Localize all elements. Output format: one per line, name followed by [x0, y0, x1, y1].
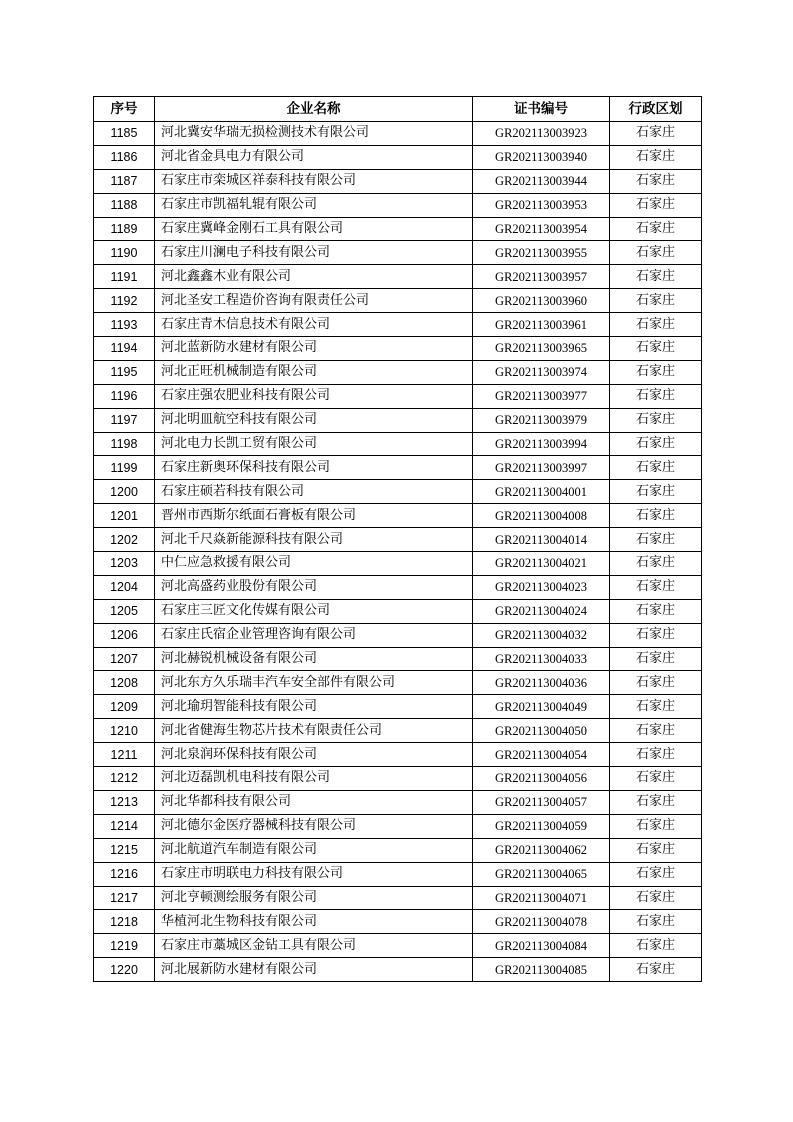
header-serial-number: 序号 [94, 97, 155, 122]
cell-administrative-region: 石家庄 [610, 528, 702, 552]
cell-administrative-region: 石家庄 [610, 169, 702, 193]
cell-administrative-region: 石家庄 [610, 217, 702, 241]
cell-administrative-region: 石家庄 [610, 910, 702, 934]
table-row [94, 910, 702, 934]
cell-certificate-number: GR202113003960 [473, 289, 610, 313]
cell-certificate-number: GR202113003994 [473, 432, 610, 456]
cell-serial-number: 1201 [94, 504, 155, 528]
cell-administrative-region: 石家庄 [610, 886, 702, 910]
enterprise-table [93, 96, 702, 982]
cell-administrative-region: 石家庄 [610, 647, 702, 671]
cell-serial-number: 1187 [94, 169, 155, 193]
cell-serial-number: 1216 [94, 862, 155, 886]
cell-administrative-region: 石家庄 [610, 337, 702, 361]
cell-administrative-region: 石家庄 [610, 695, 702, 719]
cell-certificate-number: GR202113003954 [473, 217, 610, 241]
cell-administrative-region: 石家庄 [610, 743, 702, 767]
cell-enterprise-name: 河北泉润环保科技有限公司 [155, 743, 473, 767]
cell-enterprise-name: 中仁应急救援有限公司 [155, 552, 473, 576]
cell-enterprise-name: 河北东方久乐瑞丰汽车安全部件有限公司 [155, 671, 473, 695]
header-certificate-number: 证书编号 [473, 97, 610, 122]
cell-serial-number: 1199 [94, 456, 155, 480]
cell-serial-number: 1215 [94, 838, 155, 862]
cell-administrative-region: 石家庄 [610, 814, 702, 838]
cell-certificate-number: GR202113004057 [473, 790, 610, 814]
table-row [94, 480, 702, 504]
cell-serial-number: 1188 [94, 193, 155, 217]
cell-enterprise-name: 河北瑜玥智能科技有限公司 [155, 695, 473, 719]
cell-enterprise-name: 石家庄强农肥业科技有限公司 [155, 384, 473, 408]
cell-certificate-number: GR202113003923 [473, 122, 610, 146]
table-row [94, 743, 702, 767]
cell-administrative-region: 石家庄 [610, 193, 702, 217]
cell-serial-number: 1190 [94, 241, 155, 265]
cell-enterprise-name: 石家庄三匠文化传媒有限公司 [155, 599, 473, 623]
cell-certificate-number: GR202113004024 [473, 599, 610, 623]
cell-enterprise-name: 石家庄市栾城区祥泰科技有限公司 [155, 169, 473, 193]
cell-administrative-region: 石家庄 [610, 623, 702, 647]
cell-serial-number: 1206 [94, 623, 155, 647]
cell-certificate-number: GR202113003974 [473, 360, 610, 384]
cell-enterprise-name: 华植河北生物科技有限公司 [155, 910, 473, 934]
cell-administrative-region: 石家庄 [610, 384, 702, 408]
cell-serial-number: 1198 [94, 432, 155, 456]
cell-certificate-number: GR202113003979 [473, 408, 610, 432]
table-row [94, 337, 702, 361]
cell-serial-number: 1191 [94, 265, 155, 289]
table-row [94, 241, 702, 265]
cell-serial-number: 1189 [94, 217, 155, 241]
cell-certificate-number: GR202113003944 [473, 169, 610, 193]
table-row [94, 647, 702, 671]
table-row [94, 958, 702, 982]
cell-enterprise-name: 河北省金具电力有限公司 [155, 145, 473, 169]
cell-enterprise-name: 河北省健海生物芯片技术有限责任公司 [155, 719, 473, 743]
cell-enterprise-name: 河北德尔金医疗器械科技有限公司 [155, 814, 473, 838]
cell-certificate-number: GR202113003961 [473, 313, 610, 337]
cell-certificate-number: GR202113004071 [473, 886, 610, 910]
cell-administrative-region: 石家庄 [610, 289, 702, 313]
cell-administrative-region: 石家庄 [610, 360, 702, 384]
cell-serial-number: 1212 [94, 767, 155, 791]
cell-certificate-number: GR202113004021 [473, 552, 610, 576]
cell-enterprise-name: 河北正旺机械制造有限公司 [155, 360, 473, 384]
cell-enterprise-name: 河北迈磊凯机电科技有限公司 [155, 767, 473, 791]
cell-serial-number: 1185 [94, 122, 155, 146]
cell-serial-number: 1196 [94, 384, 155, 408]
table-row [94, 193, 702, 217]
cell-administrative-region: 石家庄 [610, 790, 702, 814]
cell-administrative-region: 石家庄 [610, 958, 702, 982]
table-row [94, 432, 702, 456]
cell-serial-number: 1220 [94, 958, 155, 982]
table-row [94, 145, 702, 169]
cell-enterprise-name: 晋州市西斯尔纸面石膏板有限公司 [155, 504, 473, 528]
cell-serial-number: 1192 [94, 289, 155, 313]
cell-serial-number: 1203 [94, 552, 155, 576]
cell-certificate-number: GR202113003940 [473, 145, 610, 169]
cell-administrative-region: 石家庄 [610, 408, 702, 432]
cell-serial-number: 1219 [94, 934, 155, 958]
cell-administrative-region: 石家庄 [610, 265, 702, 289]
cell-administrative-region: 石家庄 [610, 552, 702, 576]
cell-serial-number: 1209 [94, 695, 155, 719]
cell-serial-number: 1213 [94, 790, 155, 814]
cell-certificate-number: GR202113004032 [473, 623, 610, 647]
cell-administrative-region: 石家庄 [610, 934, 702, 958]
table-row [94, 575, 702, 599]
table-row [94, 289, 702, 313]
cell-administrative-region: 石家庄 [610, 862, 702, 886]
table-row [94, 384, 702, 408]
table-row [94, 719, 702, 743]
cell-administrative-region: 石家庄 [610, 241, 702, 265]
cell-enterprise-name: 石家庄市藁城区金钻工具有限公司 [155, 934, 473, 958]
cell-serial-number: 1208 [94, 671, 155, 695]
cell-certificate-number: GR202113004033 [473, 647, 610, 671]
table-row [94, 360, 702, 384]
cell-certificate-number: GR202113004014 [473, 528, 610, 552]
table-row [94, 265, 702, 289]
cell-serial-number: 1217 [94, 886, 155, 910]
cell-enterprise-name: 河北千尺焱新能源科技有限公司 [155, 528, 473, 552]
table-row [94, 408, 702, 432]
table-row [94, 886, 702, 910]
cell-certificate-number: GR202113003957 [473, 265, 610, 289]
cell-certificate-number: GR202113004085 [473, 958, 610, 982]
cell-enterprise-name: 石家庄市明联电力科技有限公司 [155, 862, 473, 886]
cell-certificate-number: GR202113003977 [473, 384, 610, 408]
table-row [94, 528, 702, 552]
table-row [94, 217, 702, 241]
cell-administrative-region: 石家庄 [610, 767, 702, 791]
cell-enterprise-name: 河北华都科技有限公司 [155, 790, 473, 814]
table-row [94, 456, 702, 480]
table-row [94, 122, 702, 146]
cell-certificate-number: GR202113004023 [473, 575, 610, 599]
cell-certificate-number: GR202113004078 [473, 910, 610, 934]
table-row [94, 623, 702, 647]
cell-serial-number: 1204 [94, 575, 155, 599]
cell-administrative-region: 石家庄 [610, 480, 702, 504]
table-body [94, 122, 702, 982]
cell-serial-number: 1214 [94, 814, 155, 838]
cell-certificate-number: GR202113003965 [473, 337, 610, 361]
cell-certificate-number: GR202113004054 [473, 743, 610, 767]
cell-enterprise-name: 河北鑫鑫木业有限公司 [155, 265, 473, 289]
cell-enterprise-name: 石家庄青木信息技术有限公司 [155, 313, 473, 337]
table-row [94, 169, 702, 193]
cell-administrative-region: 石家庄 [610, 504, 702, 528]
table-header-row [94, 97, 702, 122]
cell-certificate-number: GR202113004036 [473, 671, 610, 695]
cell-enterprise-name: 石家庄市凯福轧辊有限公司 [155, 193, 473, 217]
cell-certificate-number: GR202113004084 [473, 934, 610, 958]
cell-enterprise-name: 河北电力长凯工贸有限公司 [155, 432, 473, 456]
cell-enterprise-name: 河北赫锐机械设备有限公司 [155, 647, 473, 671]
cell-administrative-region: 石家庄 [610, 456, 702, 480]
cell-enterprise-name: 河北明皿航空科技有限公司 [155, 408, 473, 432]
cell-enterprise-name: 石家庄氏宿企业管理咨询有限公司 [155, 623, 473, 647]
cell-certificate-number: GR202113004008 [473, 504, 610, 528]
cell-enterprise-name: 石家庄冀峰金刚石工具有限公司 [155, 217, 473, 241]
table-row [94, 504, 702, 528]
table-row [94, 671, 702, 695]
cell-enterprise-name: 河北高盛药业股份有限公司 [155, 575, 473, 599]
cell-administrative-region: 石家庄 [610, 575, 702, 599]
cell-enterprise-name: 河北冀安华瑞无损检测技术有限公司 [155, 122, 473, 146]
cell-serial-number: 1197 [94, 408, 155, 432]
cell-administrative-region: 石家庄 [610, 599, 702, 623]
cell-administrative-region: 石家庄 [610, 671, 702, 695]
table-row [94, 552, 702, 576]
cell-certificate-number: GR202113004059 [473, 814, 610, 838]
cell-enterprise-name: 石家庄硕若科技有限公司 [155, 480, 473, 504]
table-row [94, 934, 702, 958]
cell-enterprise-name: 河北航道汽车制造有限公司 [155, 838, 473, 862]
cell-enterprise-name: 河北圣安工程造价咨询有限责任公司 [155, 289, 473, 313]
cell-serial-number: 1186 [94, 145, 155, 169]
cell-serial-number: 1211 [94, 743, 155, 767]
cell-certificate-number: GR202113004049 [473, 695, 610, 719]
cell-certificate-number: GR202113004065 [473, 862, 610, 886]
cell-serial-number: 1194 [94, 337, 155, 361]
cell-serial-number: 1205 [94, 599, 155, 623]
table-row [94, 695, 702, 719]
cell-administrative-region: 石家庄 [610, 145, 702, 169]
table-row [94, 599, 702, 623]
cell-administrative-region: 石家庄 [610, 719, 702, 743]
cell-certificate-number: GR202113004050 [473, 719, 610, 743]
header-enterprise-name: 企业名称 [155, 97, 473, 122]
cell-serial-number: 1193 [94, 313, 155, 337]
cell-enterprise-name: 石家庄川澜电子科技有限公司 [155, 241, 473, 265]
cell-certificate-number: GR202113003955 [473, 241, 610, 265]
cell-administrative-region: 石家庄 [610, 313, 702, 337]
cell-certificate-number: GR202113003953 [473, 193, 610, 217]
table-row [94, 790, 702, 814]
cell-serial-number: 1218 [94, 910, 155, 934]
cell-enterprise-name: 石家庄新奥环保科技有限公司 [155, 456, 473, 480]
cell-serial-number: 1202 [94, 528, 155, 552]
cell-certificate-number: GR202113004001 [473, 480, 610, 504]
cell-enterprise-name: 河北亨顿测绘服务有限公司 [155, 886, 473, 910]
cell-enterprise-name: 河北展新防水建材有限公司 [155, 958, 473, 982]
cell-administrative-region: 石家庄 [610, 432, 702, 456]
table-row [94, 814, 702, 838]
table-row [94, 862, 702, 886]
cell-certificate-number: GR202113004056 [473, 767, 610, 791]
cell-serial-number: 1200 [94, 480, 155, 504]
cell-administrative-region: 石家庄 [610, 122, 702, 146]
cell-certificate-number: GR202113003997 [473, 456, 610, 480]
table-row [94, 767, 702, 791]
table-row [94, 838, 702, 862]
cell-certificate-number: GR202113004062 [473, 838, 610, 862]
cell-serial-number: 1195 [94, 360, 155, 384]
cell-serial-number: 1210 [94, 719, 155, 743]
cell-enterprise-name: 河北蓝新防水建材有限公司 [155, 337, 473, 361]
cell-administrative-region: 石家庄 [610, 838, 702, 862]
cell-serial-number: 1207 [94, 647, 155, 671]
table-row [94, 313, 702, 337]
header-administrative-region: 行政区划 [610, 97, 702, 122]
